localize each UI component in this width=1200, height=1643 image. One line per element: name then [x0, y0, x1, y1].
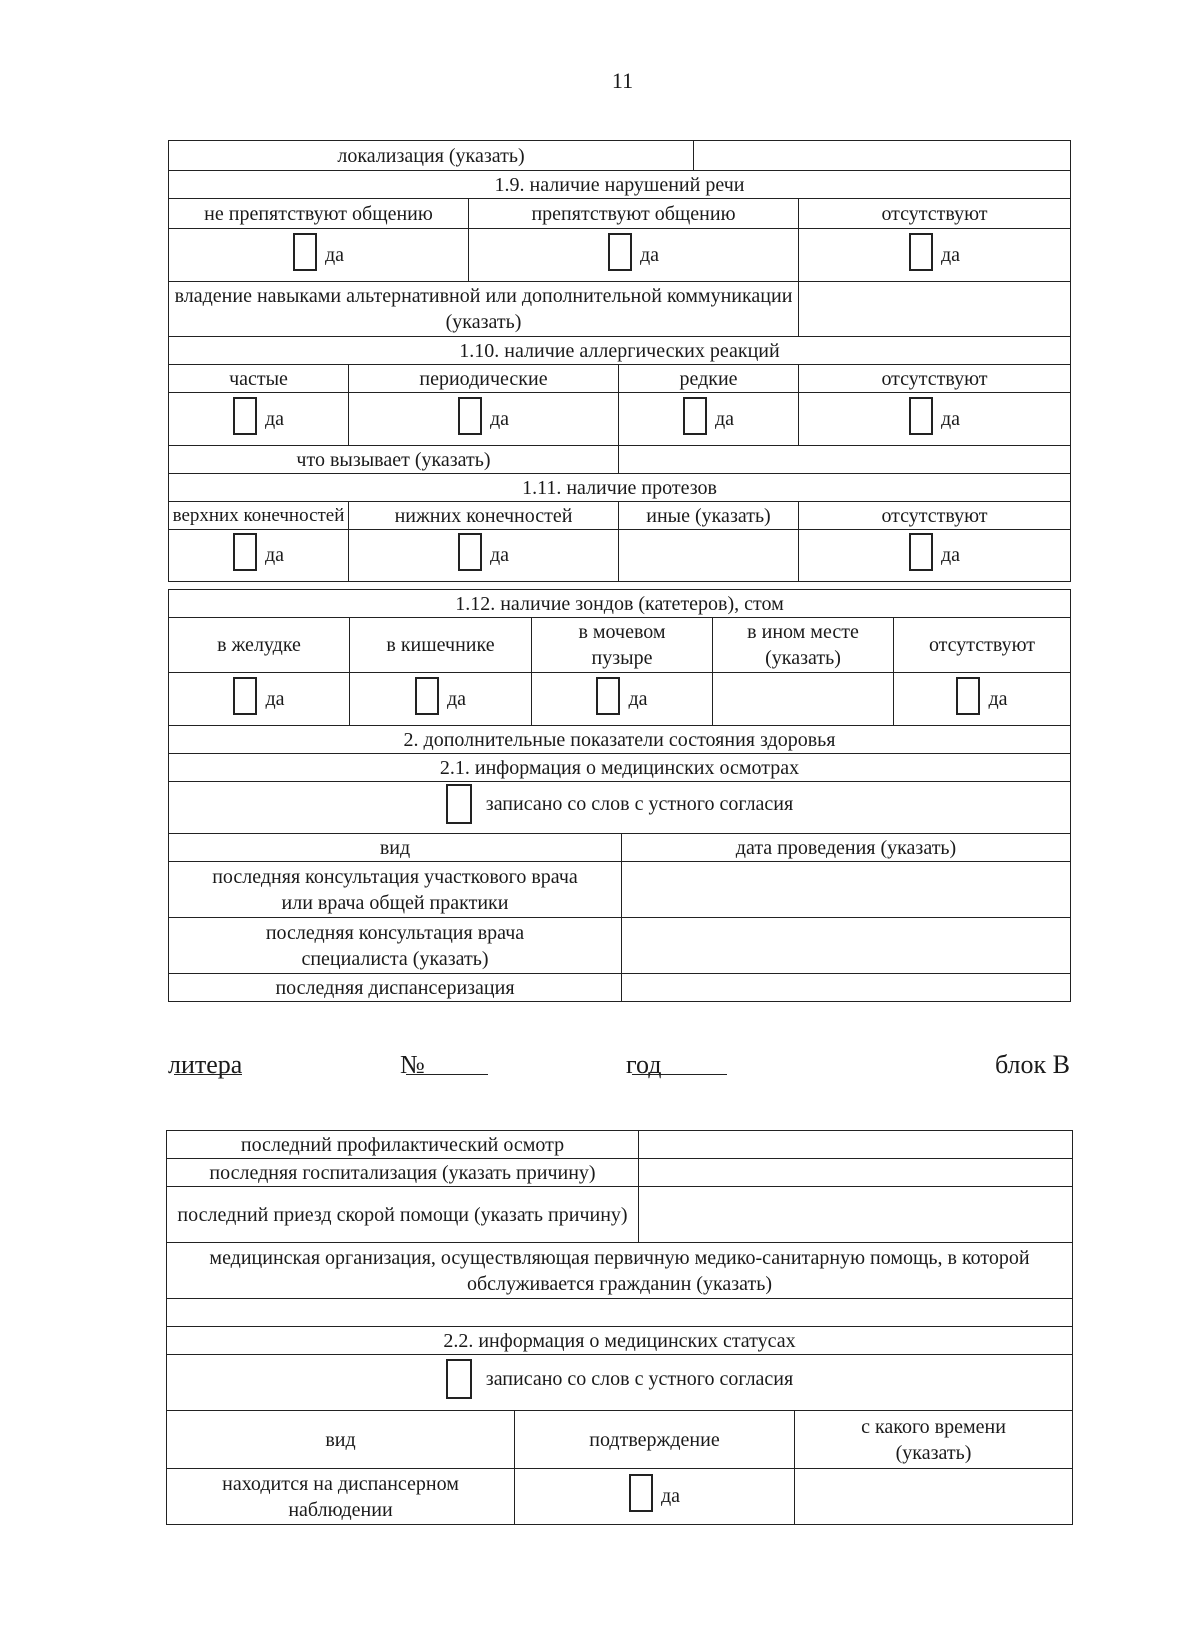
yes-label: да: [660, 1485, 681, 1507]
yes-label: да: [446, 687, 467, 710]
allergy-cause-input[interactable]: [619, 446, 1071, 474]
section-2-title: 2. дополнительные показатели состояния здоровья: [169, 726, 1071, 754]
tube-absent-checkbox[interactable]: [956, 677, 980, 715]
allergy-periodic-cell: [349, 393, 619, 446]
status-confirm-cell: [515, 1469, 795, 1525]
yes-label: да: [940, 243, 961, 266]
allergy-absent-checkbox[interactable]: [909, 397, 933, 435]
yes-label: да: [940, 407, 961, 430]
speech-col-not-hinder: не препятствуют общению: [169, 199, 469, 229]
prosthesis-col-lower: нижних конечностей: [349, 502, 619, 530]
health-form-table-2: [166, 1130, 1073, 1411]
prosthesis-upper-checkbox[interactable]: [233, 533, 257, 571]
health-form-table-2-1: [168, 725, 1071, 1002]
exam-consent-cell: [169, 782, 1071, 834]
allergy-absent-cell: [799, 393, 1071, 446]
yes-label: да: [988, 687, 1008, 710]
ambulance-input[interactable]: [639, 1187, 1073, 1243]
exam-row-specialist: последняя консультация врача специалиста (указать): [169, 918, 622, 974]
allergy-cause-label: что вызывает (указать): [169, 446, 619, 474]
status-consent-label: записано со слов с устного согласия: [485, 1368, 794, 1390]
allergy-frequent-cell: [169, 393, 349, 446]
section-1-9-title: 1.9. наличие нарушений речи: [169, 171, 1071, 199]
block-label: блок В: [994, 1050, 1070, 1079]
tube-col-bladder: в мочевом пузыре: [532, 618, 713, 673]
speech-col-absent: отсутствуют: [799, 199, 1071, 229]
yes-label: да: [264, 544, 285, 566]
litera-input[interactable]: [174, 1050, 242, 1075]
allergy-periodic-checkbox[interactable]: [458, 397, 482, 435]
prosthesis-absent-checkbox[interactable]: [909, 533, 933, 571]
status-consent-cell: [167, 1355, 1073, 1411]
prosthesis-col-upper: верхних конечностей: [169, 502, 349, 530]
year-label: год: [626, 1050, 662, 1079]
exam-date-district-doctor-input[interactable]: [622, 862, 1071, 918]
tube-col-intestine: в кишечнике: [350, 618, 532, 673]
medical-status-table: [166, 1410, 1073, 1525]
yes-label: да: [940, 544, 961, 566]
localization-label: локализация (указать): [169, 141, 694, 171]
prosthesis-absent-cell: [799, 530, 1071, 582]
yes-label: да: [489, 407, 510, 430]
status-col-confirm: подтверждение: [515, 1411, 795, 1469]
health-form-table-1: [168, 140, 1071, 582]
prosthesis-upper-cell: [169, 530, 349, 582]
tube-absent-cell: [894, 673, 1071, 726]
status-since-input[interactable]: [795, 1469, 1073, 1525]
tube-bladder-cell: [532, 673, 713, 726]
speech-not-hinder-checkbox[interactable]: [293, 233, 317, 271]
tube-stomach-checkbox[interactable]: [233, 677, 257, 715]
section-1-10-title: 1.10. наличие аллергических реакций: [169, 337, 1071, 365]
exam-consent-checkbox[interactable]: [446, 784, 472, 824]
section-2-2-title: 2.2. информация о медицинских статусах: [167, 1327, 1073, 1355]
tube-intestine-checkbox[interactable]: [415, 677, 439, 715]
speech-hinder-checkbox[interactable]: [608, 233, 632, 271]
exam-col-date: дата проведения (указать): [622, 834, 1071, 862]
status-row-dispensary: находится на диспансерном наблюдении: [167, 1469, 515, 1525]
yes-label: да: [265, 687, 285, 710]
status-consent-checkbox[interactable]: [446, 1359, 472, 1399]
number-label: №: [400, 1050, 425, 1079]
tube-col-stomach: в желудке: [169, 618, 350, 673]
tube-stomach-cell: [169, 673, 350, 726]
speech-hinder-cell: [469, 229, 799, 282]
section-2-1-title: 2.1. информация о медицинских осмотрах: [169, 754, 1071, 782]
primary-care-org-label: медицинская организация, осуществляющая первичную медико-санитарную помощь, в которой обслуживается гражданин (указать): [167, 1243, 1073, 1299]
litera-label: литера: [168, 1050, 243, 1079]
yes-label: да: [639, 243, 660, 266]
tube-col-other: в ином месте (указать): [713, 618, 894, 673]
allergy-col-absent: отсутствуют: [799, 365, 1071, 393]
tube-col-absent: отсутствуют: [894, 618, 1071, 673]
allergy-frequent-checkbox[interactable]: [233, 397, 257, 435]
yes-label: да: [489, 544, 510, 566]
allergy-col-periodic: периодические: [349, 365, 619, 393]
exam-consent-label: записано со слов с устного согласия: [485, 793, 794, 815]
hospitalization-input[interactable]: [639, 1159, 1073, 1187]
alt-communication-label: владение навыками альтернативной или дополнительной коммуникации (указать): [169, 282, 799, 337]
prosthesis-lower-checkbox[interactable]: [458, 533, 482, 571]
section-1-11-title: 1.11. наличие протезов: [169, 474, 1071, 502]
speech-absent-checkbox[interactable]: [909, 233, 933, 271]
prosthesis-other-input[interactable]: [619, 530, 799, 582]
preventive-exam-label: последний профилактический осмотр: [167, 1131, 639, 1159]
speech-absent-cell: [799, 229, 1071, 282]
status-col-since: с какого времени (указать): [795, 1411, 1073, 1469]
number-input[interactable]: [406, 1050, 488, 1075]
yes-label: да: [324, 243, 345, 266]
status-confirm-checkbox[interactable]: [629, 1474, 653, 1512]
hospitalization-label: последняя госпитализация (указать причину): [167, 1159, 639, 1187]
exam-col-type: вид: [169, 834, 622, 862]
yes-label: да: [264, 407, 285, 430]
allergy-rare-checkbox[interactable]: [683, 397, 707, 435]
tube-intestine-cell: [350, 673, 532, 726]
page-number: 11: [611, 68, 634, 93]
yes-label: да: [714, 407, 735, 430]
document-id-line: [168, 1050, 1070, 1090]
preventive-exam-input[interactable]: [639, 1131, 1073, 1159]
localization-input[interactable]: [694, 141, 1071, 171]
tube-other-input[interactable]: [713, 673, 894, 726]
ambulance-label: последний приезд скорой помощи (указать причину): [167, 1187, 639, 1243]
prosthesis-col-other: иные (указать): [619, 502, 799, 530]
speech-col-hinder: препятствуют общению: [469, 199, 799, 229]
yes-label: да: [628, 687, 648, 710]
year-input[interactable]: [632, 1050, 727, 1075]
status-col-type: вид: [167, 1411, 515, 1469]
tube-bladder-checkbox[interactable]: [596, 677, 620, 715]
allergy-rare-cell: [619, 393, 799, 446]
exam-date-specialist-input[interactable]: [622, 918, 1071, 974]
speech-not-hinder-cell: [169, 229, 469, 282]
primary-care-org-input[interactable]: [167, 1299, 1073, 1327]
prosthesis-lower-cell: [349, 530, 619, 582]
exam-row-district-doctor: последняя консультация участкового врача или врача общей практики: [169, 862, 622, 918]
section-1-12-title: 1.12. наличие зондов (катетеров), стом: [169, 590, 1071, 618]
alt-communication-input[interactable]: [799, 282, 1071, 337]
exam-row-dispensary: последняя диспансеризация: [169, 974, 622, 1002]
allergy-col-rare: редкие: [619, 365, 799, 393]
prosthesis-col-absent: отсутствуют: [799, 502, 1071, 530]
exam-date-dispensary-input[interactable]: [622, 974, 1071, 1002]
allergy-col-frequent: частые: [169, 365, 349, 393]
health-form-table-1-12: [168, 589, 1071, 726]
